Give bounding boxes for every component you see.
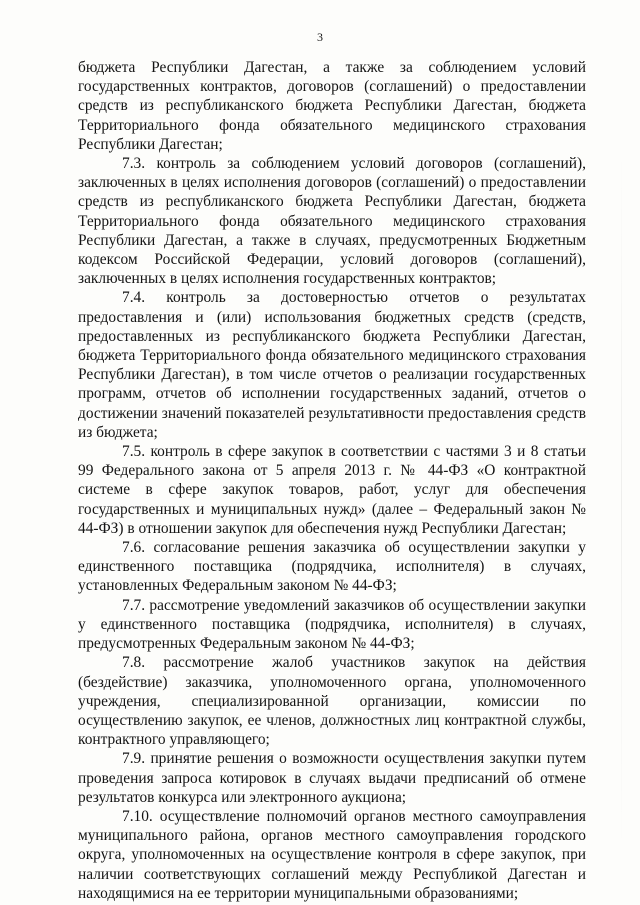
paragraph-7-7: 7.7. рассмотрение уведомлений заказчиков об осуществлении закупки у единственного поставщика (подрядчика, исполнителя) в случаях, предусмотренных Федеральным законом № 44-ФЗ; (78, 596, 586, 653)
paragraph-7-8: 7.8. рассмотрение жалоб участников закупок на действия (бездействие) заказчика, уполномоченного органа, уполномоченного учреждения, специализированной организации, комиссии по осуществлению закупок, ее членов, должностных лиц контрактной службы, контрактного управляющего; (78, 654, 586, 749)
document-body (78, 58, 586, 903)
scan-edge-shadow (621, 150, 622, 850)
paragraph-7-9: 7.9. принятие решения о возможности осуществления закупки путем проведения запроса котировок в случаях выдачи предписаний об отмене результатов конкурса или электронного аукциона; (78, 750, 586, 806)
paragraph-7-6: 7.6. согласование решения заказчика об осуществлении закупки у единственного поставщика (подрядчика, исполнителя) в случаях, установленных Федеральным законом № 44-ФЗ; (78, 539, 586, 595)
page-number: 3 (317, 30, 323, 44)
paragraph-7-10: 7.10. осуществление полномочий органов местного самоуправления муниципального района, органов местного самоуправления городского округа, уполномоченных на осуществление контроля в сфере закупок, при наличии соответствующих соглашений между Республикой Дагестан и находящимися на ее территории муниципальными образованиями; (78, 807, 586, 902)
paragraph-continuation: бюджета Республики Дагестан, а также за соблюдением условий государственных контрактов, договоров (соглашений) о предоставлении средств из республиканского бюджета Республики Дагестан, бюджета Территориального фонда обязательного медицинского страхования Республики Дагестан; (78, 59, 586, 153)
paragraph-7-5: 7.5. контроль в сфере закупок в соответствии с частями 3 и 8 статьи 99 Федерального закона от 5 апреля 2013 г. № 44-ФЗ «О контрактной системе в сфере закупок товаров, работ, услуг для обеспечения государственных и муниципальных нужд» (далее – Федеральный закон № 44-ФЗ) в отношении закупок для обеспечения нужд Республики Дагестан; (78, 443, 586, 537)
paragraph-7-3: 7.3. контроль за соблюдением условий договоров (соглашений), заключенных в целях исполнения договоров (соглашений) о предоставлении средств из республиканского бюджета Республики Дагестан, бюджета Территориального фонда обязательного медицинского страхования Республики Дагестан, а также в случаях, предусмотренных Бюджетным кодексом Российской Федерации, условий договоров (соглашений), заключенных в целях исполнения государственных контрактов; (78, 155, 586, 288)
paragraph-7-4: 7.4. контроль за достоверностью отчетов о результатах предоставления и (или) использования бюджетных средств (средств, предоставленных из республиканского бюджета Республики Дагестан, бюджета Территориального фонда обязательного медицинского страхования Республики Дагестан), в том числе отчетов о реализации государственных программ, отчетов об исполнении государственных заданий, отчетов о достижении значений показателей результативности предоставления средств из бюджета; (78, 289, 586, 441)
